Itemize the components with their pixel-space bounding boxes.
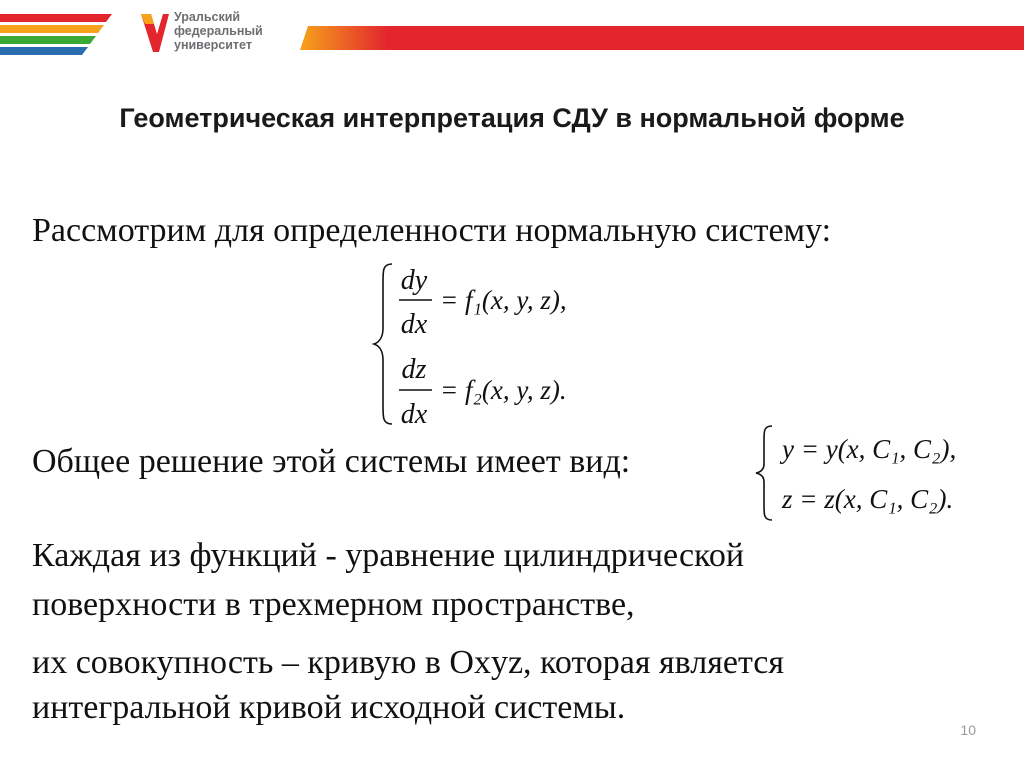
solution-brace bbox=[756, 426, 772, 520]
eq1-rhs: = f₁(x, y, z), bbox=[440, 285, 567, 315]
general-solution bbox=[752, 422, 1014, 524]
logo-line: Уральский bbox=[174, 10, 241, 24]
eq2-denominator: dx bbox=[400, 399, 428, 430]
system-brace bbox=[374, 264, 392, 424]
text-line: их совокупность – кривую в Oxyz, которая является bbox=[32, 644, 784, 681]
eq2-rhs: = f₂(x, y, z). bbox=[440, 375, 567, 405]
university-logo-icon bbox=[137, 12, 171, 56]
stripe-orange bbox=[0, 25, 104, 33]
ode-system bbox=[370, 258, 630, 430]
general-solution-text: Общее решение этой системы имеет вид: bbox=[32, 443, 631, 480]
stripe-green bbox=[0, 36, 96, 44]
eq1-denominator: dx bbox=[400, 309, 428, 340]
solution-eq2: z = z(x, C₁, C₂). bbox=[782, 484, 954, 514]
text-line: поверхности в трехмерном пространстве, bbox=[32, 586, 635, 623]
slide-header bbox=[0, 0, 1024, 70]
stripe-red bbox=[0, 14, 112, 22]
eq2-numerator: dz bbox=[401, 354, 427, 385]
decorative-stripes bbox=[0, 0, 120, 60]
text-line: Каждая из функций - уравнение цилиндрической bbox=[32, 537, 745, 574]
university-name bbox=[174, 10, 263, 52]
page-number: 10 bbox=[960, 722, 976, 738]
text-line: интегральной кривой исходной системы. bbox=[32, 689, 626, 726]
slide-title: Геометрическая интерпретация СДУ в нормальной форме bbox=[119, 103, 905, 133]
eq1-numerator: dy bbox=[400, 265, 428, 296]
solution-eq1: y = y(x, C₁, C₂), bbox=[782, 434, 957, 464]
header-bar bbox=[300, 26, 1024, 50]
stripe-blue bbox=[0, 47, 88, 55]
logo-line: федеральный bbox=[174, 24, 263, 38]
intro-text: Рассмотрим для определенности нормальную систему: bbox=[32, 212, 832, 249]
logo-line: университет bbox=[174, 38, 252, 52]
